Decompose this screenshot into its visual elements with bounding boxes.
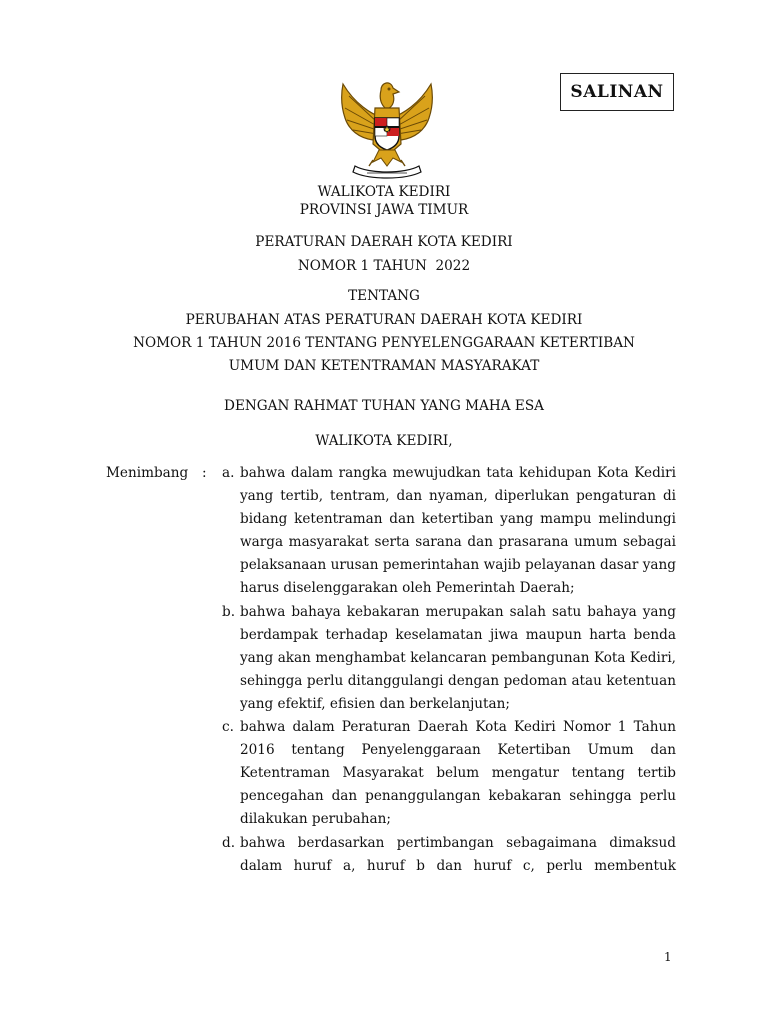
considering-label: Menimbang: [106, 465, 189, 481]
considering-item-d: [222, 832, 676, 878]
page-number: 1: [664, 950, 672, 964]
issuer-closing: WALIKOTA KEDIRI,: [315, 433, 453, 449]
regulation-title: PERATURAN DAERAH KOTA KEDIRI: [255, 234, 513, 250]
considering-item-a: [222, 462, 676, 601]
item-text: bahwa bahaya kebakaran merupakan salah satu bahaya yang berdampak terhadap keselamatan jiwa maupun harta benda yang akan menghambat kelancaran pembangunan Kota Kediri, sehingga perlu ditanggulangi dengan pedoman atau ketentuan yang efektif, efisien dan berkelanjutan;: [240, 603, 676, 712]
considering-item-b: [222, 601, 676, 716]
regulation-number: NOMOR 1 TAHUN 2022: [297, 258, 471, 274]
item-text: bahwa dalam Peraturan Daerah Kota Kediri Nomor 1 Tahun 2016 tentang Penyelenggaraan Ketertiban Umum dan Ketentraman Masyarakat belum mengatur tentang tertib pencegahan dan penanggulangan kebakaran sehingga perlu dilakukan perubahan;: [240, 719, 676, 828]
item-text: bahwa dalam rangka mewujudkan tata kehidupan Kota Kediri yang tertib, tentram, dan nyaman, diperlukan pengaturan di bidang ketentraman dan ketertiban yang mampu melindungi warga masyarakat serta sarana dan prasarana umum sebagai pelaksanaan urusan pemerintahan wajib pelayanan dasar yang harus diselenggarakan oleh Pemerintah Daerah;: [240, 465, 676, 597]
salinan-stamp: SALINAN: [560, 73, 674, 111]
item-letter: b.: [222, 603, 236, 620]
item-letter: d.: [222, 834, 236, 851]
item-letter: c.: [222, 719, 234, 736]
item-letter: a.: [222, 465, 235, 481]
considering-colon: :: [202, 465, 207, 481]
regulation-subject-line-2: NOMOR 1 TAHUN 2016 TENTANG PENYELENGGARAAN KETERTIBAN: [133, 335, 635, 351]
considering-list: [222, 462, 676, 878]
issuer-title: WALIKOTA KEDIRI: [317, 184, 451, 200]
regulation-subject-line-1: PERUBAHAN ATAS PERATURAN DAERAH KOTA KEDIRI: [185, 312, 583, 328]
item-text: bahwa berdasarkan pertimbangan sebagaimana dimaksud dalam huruf a, huruf b dan huruf c, perlu membentuk: [240, 834, 676, 874]
garuda-emblem-icon: [333, 74, 441, 182]
regulation-about-label: TENTANG: [348, 288, 420, 304]
considering-item-c: [222, 716, 676, 831]
regulation-subject-line-3: UMUM DAN KETENTRAMAN MASYARAKAT: [228, 358, 540, 374]
invocation: DENGAN RAHMAT TUHAN YANG MAHA ESA: [224, 398, 544, 414]
issuer-province: PROVINSI JAWA TIMUR: [299, 202, 469, 218]
